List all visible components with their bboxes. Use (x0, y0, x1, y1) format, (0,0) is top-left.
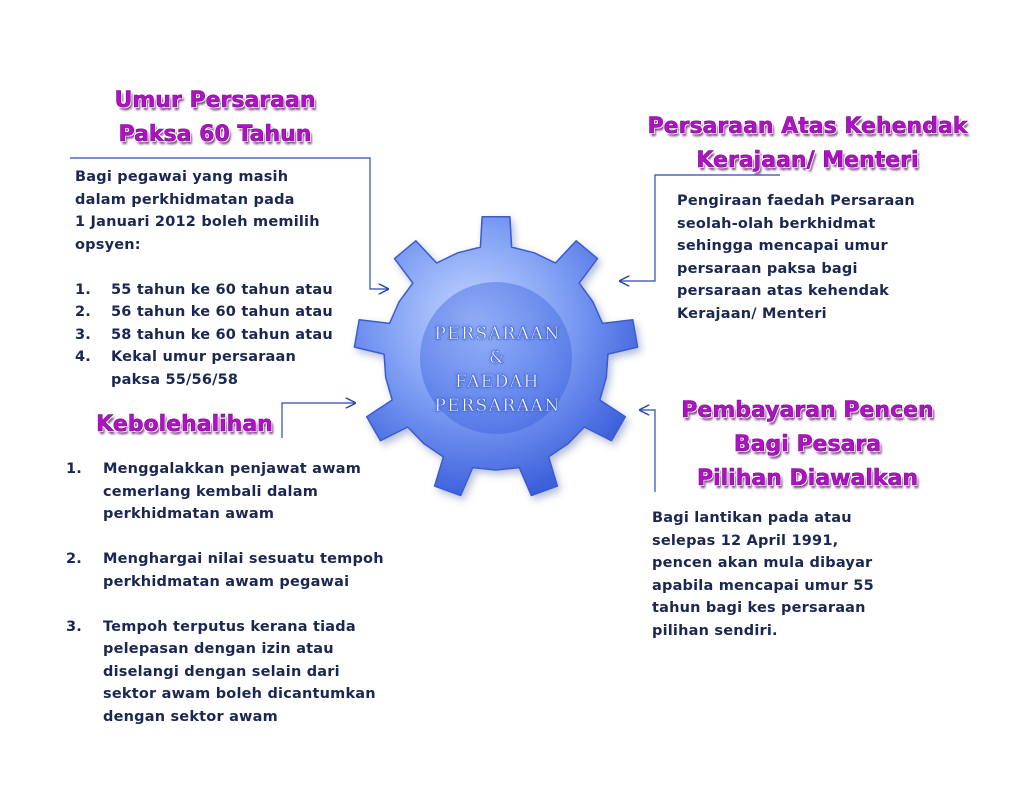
kebolehalihan-item-3-line-2: pelepasan dengan izin atau (103, 641, 334, 657)
kehendak-title-line-2: Kerajaan/ Menteri (696, 148, 919, 173)
kebolehalihan-item-1-line-1: Menggalakkan penjawat awam (103, 461, 362, 477)
list-item (66, 616, 411, 729)
kebolehalihan-item-3-line-3: diselangi dengan selain dari (103, 663, 340, 680)
pencen-line-4: apabila mencapai umur 55 (652, 577, 874, 594)
pencen-title-line-1: Pembayaran Pencen (681, 398, 934, 423)
center-label (395, 322, 600, 418)
pencen-title-line-2: Bagi Pesara (733, 432, 882, 457)
umur-intro-line-4: opsyen: (75, 236, 141, 253)
kehendak-body (677, 190, 967, 325)
umur-option-2-num: 2. (75, 304, 91, 320)
kehendak-line-5: persaraan atas kehendak (677, 283, 890, 299)
umur-option-3-num: 3. (75, 326, 91, 343)
umur-option-1-line-1: 55 tahun ke 60 tahun atau (111, 281, 333, 298)
list-item (66, 458, 411, 526)
connector-kebolehalihan (282, 403, 355, 438)
kehendak-title (620, 110, 995, 178)
kehendak-line-4: persaraan paksa bagi (677, 260, 858, 277)
kebolehalihan-item-2-line-1: Menghargai nilai sesuatu tempoh (103, 551, 384, 567)
umur-intro-line-3: 1 Januari 2012 boleh memilih (75, 214, 320, 230)
pencen-title (655, 394, 960, 496)
kebolehalihan-item-1-line-2: cemerlang kembali dalam (103, 483, 319, 500)
center-line-1: PERSARAAN (434, 324, 561, 344)
umur-title (80, 84, 350, 152)
list-item (75, 279, 365, 302)
kebolehalihan-item-1-line-3: perkhidmatan awam (103, 506, 275, 522)
kebolehalihan-item-2-num: 2. (66, 551, 82, 567)
umur-body (75, 166, 365, 391)
pencen-line-2: selepas 12 April 1991, (652, 532, 839, 549)
center-line-2: & (489, 348, 506, 368)
kehendak-line-3: sehingga mencapai umur (677, 238, 888, 254)
kebolehalihan-items (66, 458, 411, 728)
kebolehalihan-item-3-num: 3. (66, 618, 82, 635)
list-item (75, 301, 365, 324)
umur-option-4-line-2: paksa 55/56/58 (111, 371, 239, 388)
umur-option-1-num: 1. (75, 281, 91, 298)
umur-option-2-line-1: 56 tahun ke 60 tahun atau (111, 304, 333, 320)
kebolehalihan-item-2-line-2: perkhidmatan awam pegawai (103, 573, 350, 590)
pencen-body (652, 507, 942, 642)
kebolehalihan-body (66, 458, 411, 728)
kebolehalihan-item-3-line-5: dengan sektor awam (103, 708, 278, 725)
list-item (66, 548, 411, 593)
pencen-line-1: Bagi lantikan pada atau (652, 510, 852, 526)
umur-title-line-1: Umur Persaraan (114, 88, 316, 113)
kehendak-title-line-1: Persaraan Atas Kehendak (647, 114, 968, 139)
umur-option-3-line-1: 58 tahun ke 60 tahun atau (111, 326, 333, 343)
kehendak-line-6: Kerajaan/ Menteri (677, 305, 827, 322)
kebolehalihan-item-3-line-1: Tempoh terputus kerana tiada (103, 618, 356, 635)
umur-intro-line-2: dalam perkhidmatan pada (75, 191, 295, 208)
umur-option-4-line-1: Kekal umur persaraan (111, 349, 297, 365)
umur-intro-line-1: Bagi pegawai yang masih (75, 169, 289, 185)
kebolehalihan-item-3-line-4: sektor awam boleh dicantumkan (103, 686, 376, 702)
umur-spacer (75, 256, 365, 279)
list-item (75, 324, 365, 347)
center-line-3: FAEDAH (455, 372, 540, 392)
kebolehalihan-title (82, 408, 287, 442)
kebolehalihan-title-line-1: Kebolehalihan (96, 412, 273, 437)
pencen-line-5: tahun bagi kes persaraan (652, 600, 866, 616)
umur-option-4-num: 4. (75, 349, 91, 365)
umur-options (75, 279, 365, 392)
kehendak-line-2: seolah-olah berkhidmat (677, 215, 876, 232)
pencen-line-3: pencen akan mula dibayar (652, 555, 873, 571)
kehendak-line-1: Pengiraan faedah Persaraan (677, 193, 915, 209)
list-item (75, 346, 365, 391)
pencen-line-6: pilihan sendiri. (652, 622, 778, 639)
umur-title-line-2: Paksa 60 Tahun (118, 122, 312, 147)
kebolehalihan-item-1-num: 1. (66, 461, 82, 477)
center-line-4: PERSARAAN (434, 396, 561, 416)
pencen-title-line-3: Pilihan Diawalkan (696, 466, 919, 491)
